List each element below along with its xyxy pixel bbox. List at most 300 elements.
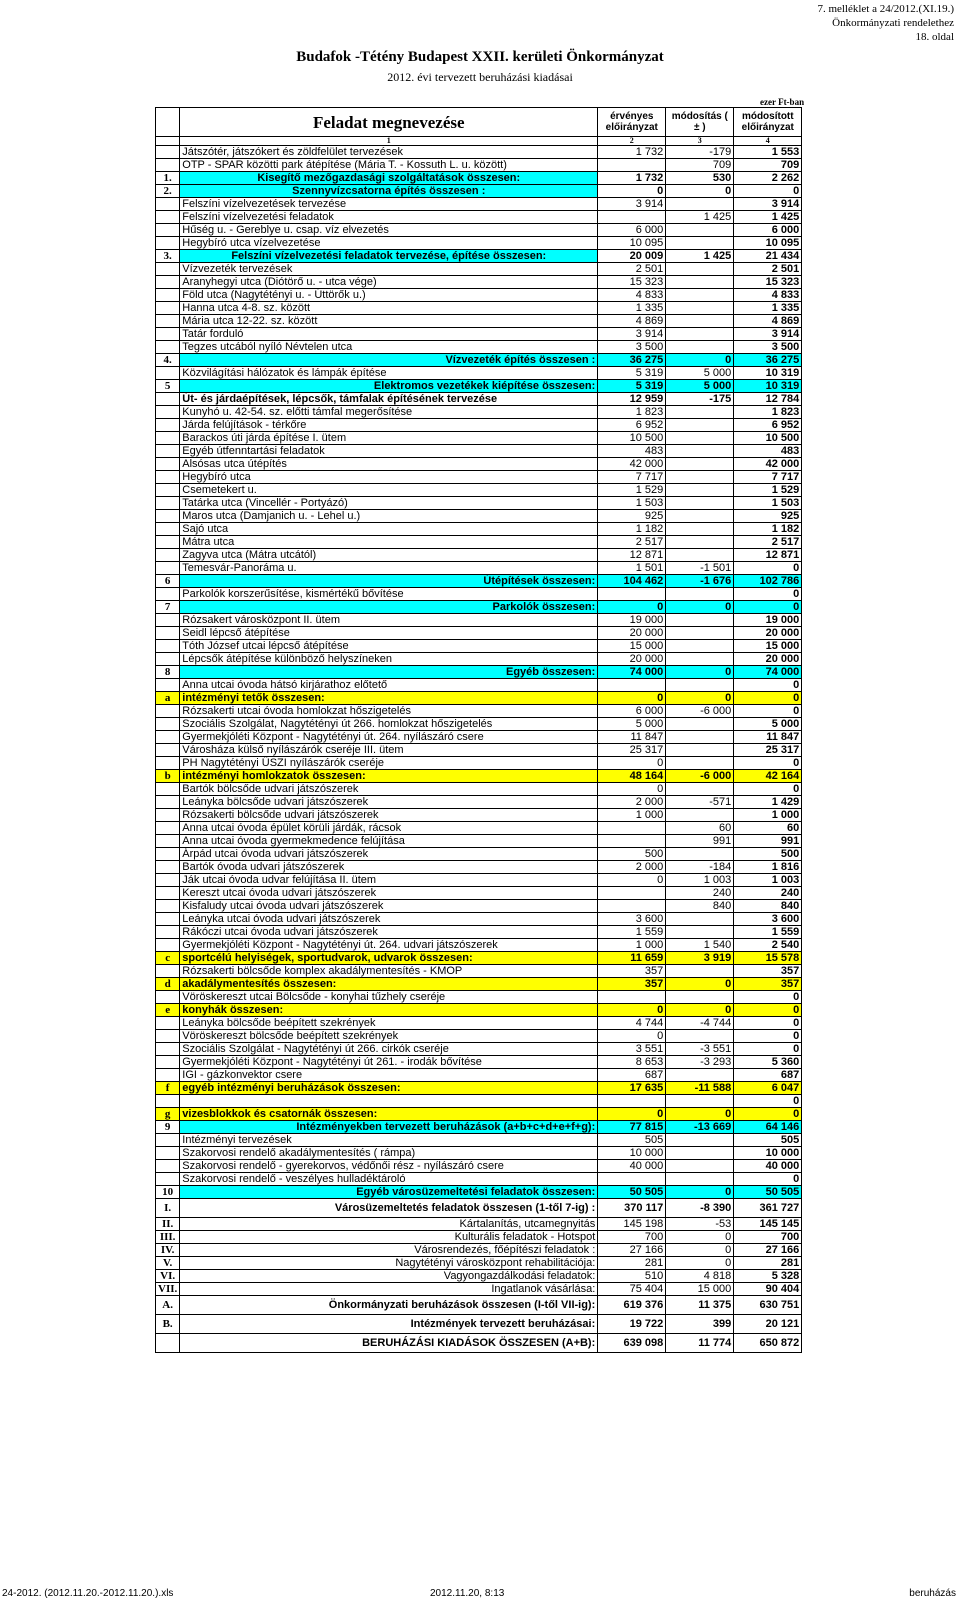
row-modified-amount: 1 000: [734, 809, 802, 822]
table-row: [156, 263, 802, 276]
row-name: vizesblokkok és csatornák összesen:: [180, 1108, 598, 1121]
row-modified-amount: 4 833: [734, 289, 802, 302]
row-index: [156, 367, 180, 380]
row-index: [156, 302, 180, 315]
table-row: [156, 1199, 802, 1218]
row-name: Föld utca (Nagytétényi u. - Úttörők u.): [180, 289, 598, 302]
row-current-amount: 0: [598, 692, 666, 705]
row-current-amount: 1 732: [598, 146, 666, 159]
row-index: f: [156, 1082, 180, 1095]
row-modified-amount: 2 501: [734, 263, 802, 276]
row-change-amount: [666, 731, 734, 744]
row-name: Barackos úti járda építése I. ütem: [180, 432, 598, 445]
row-index: 1.: [156, 172, 180, 185]
row-modified-amount: 3 914: [734, 328, 802, 341]
header-row: [156, 108, 802, 137]
row-change-amount: 240: [666, 887, 734, 900]
table-row: [156, 211, 802, 224]
row-index: a: [156, 692, 180, 705]
row-index: [156, 341, 180, 354]
row-index: 10: [156, 1186, 180, 1199]
table-row: [156, 1186, 802, 1199]
row-index: [156, 731, 180, 744]
row-change-amount: 0: [666, 1257, 734, 1270]
row-name: Rózsakerti utcai óvoda homlokzat hőszigetelés: [180, 705, 598, 718]
row-change-amount: [666, 263, 734, 276]
row-change-amount: [666, 432, 734, 445]
row-current-amount: [598, 1095, 666, 1108]
row-name: Anna utcai óvoda épület körüli járdák, rácsok: [180, 822, 598, 835]
row-index: [156, 887, 180, 900]
row-index: II.: [156, 1218, 180, 1231]
row-index: [156, 497, 180, 510]
row-modified-amount: 42 000: [734, 458, 802, 471]
row-modified-amount: 12 784: [734, 393, 802, 406]
row-change-amount: [666, 1030, 734, 1043]
row-index: 9: [156, 1121, 180, 1134]
row-index: [156, 1030, 180, 1043]
row-modified-amount: 15 000: [734, 640, 802, 653]
table-row: [156, 237, 802, 250]
row-index: [156, 1334, 180, 1353]
row-name: Útépítések összesen:: [180, 575, 598, 588]
row-modified-amount: 0: [734, 692, 802, 705]
row-modified-amount: 10 095: [734, 237, 802, 250]
row-name: Út- és járdaépítések, lépcsők, támfalak építésének tervezése: [180, 393, 598, 406]
row-change-amount: 1 540: [666, 939, 734, 952]
row-modified-amount: 281: [734, 1257, 802, 1270]
row-name: Hűség u. - Gereblye u. csap. víz elvezetés: [180, 224, 598, 237]
row-index: [156, 1043, 180, 1056]
table-row: [156, 770, 802, 783]
row-change-amount: [666, 926, 734, 939]
row-change-amount: 0: [666, 692, 734, 705]
row-modified-amount: 145 145: [734, 1218, 802, 1231]
row-index: [156, 523, 180, 536]
table-row: [156, 185, 802, 198]
row-change-amount: [666, 913, 734, 926]
row-index: III.: [156, 1231, 180, 1244]
row-name: Önkormányzati beruházások összesen (I-től VII-ig):: [180, 1296, 598, 1315]
row-index: [156, 926, 180, 939]
header-cell-name: Feladat megnevezése: [180, 108, 598, 137]
row-change-amount: [666, 640, 734, 653]
table-row: [156, 1017, 802, 1030]
row-change-amount: [666, 419, 734, 432]
row-modified-amount: 1 816: [734, 861, 802, 874]
table-row: [156, 1231, 802, 1244]
row-current-amount: 2 000: [598, 861, 666, 874]
row-name: Egyéb városüzemeltetési feladatok összesen:: [180, 1186, 598, 1199]
row-change-amount: [666, 588, 734, 601]
row-change-amount: [666, 315, 734, 328]
table-row: [156, 1082, 802, 1095]
row-current-amount: 1 559: [598, 926, 666, 939]
table-row: [156, 692, 802, 705]
table-row: [156, 1108, 802, 1121]
row-index: [156, 484, 180, 497]
row-name: Szociális Szolgálat, Nagytétényi út 266. homlokzat hőszigetelés: [180, 718, 598, 731]
row-change-amount: 1 425: [666, 211, 734, 224]
row-index: 7: [156, 601, 180, 614]
row-change-amount: [666, 536, 734, 549]
row-current-amount: 15 000: [598, 640, 666, 653]
row-name: Tóth József utcai lépcső átépítése: [180, 640, 598, 653]
table-row: [156, 445, 802, 458]
row-current-amount: 357: [598, 965, 666, 978]
row-name: Leányka bölcsőde beépített szekrények: [180, 1017, 598, 1030]
row-current-amount: 925: [598, 510, 666, 523]
table-row: [156, 302, 802, 315]
row-change-amount: [666, 614, 734, 627]
row-current-amount: 36 275: [598, 354, 666, 367]
row-index: [156, 614, 180, 627]
row-modified-amount: 630 751: [734, 1296, 802, 1315]
row-index: [156, 1160, 180, 1173]
row-current-amount: 1 823: [598, 406, 666, 419]
row-current-amount: 0: [598, 1004, 666, 1017]
row-modified-amount: 5 360: [734, 1056, 802, 1069]
row-index: [156, 653, 180, 666]
row-change-amount: [666, 627, 734, 640]
row-modified-amount: 21 434: [734, 250, 802, 263]
row-change-amount: [666, 991, 734, 1004]
table-row: [156, 900, 802, 913]
row-change-amount: 0: [666, 185, 734, 198]
row-current-amount: 0: [598, 1108, 666, 1121]
reference-line: 7. melléklet a 24/2012.(XI.19.): [817, 3, 954, 15]
row-change-amount: [666, 1095, 734, 1108]
row-index: 6: [156, 575, 180, 588]
row-name: Leányka utcai óvoda udvari játszószerek: [180, 913, 598, 926]
table-row: [156, 991, 802, 1004]
row-modified-amount: 64 146: [734, 1121, 802, 1134]
row-index: [156, 406, 180, 419]
row-index: [156, 536, 180, 549]
row-change-amount: [666, 848, 734, 861]
row-current-amount: 40 000: [598, 1160, 666, 1173]
row-change-amount: -3 551: [666, 1043, 734, 1056]
row-current-amount: 5 319: [598, 380, 666, 393]
row-index: [156, 237, 180, 250]
row-name: Maros utca (Damjanich u. - Lehel u.): [180, 510, 598, 523]
row-modified-amount: 709: [734, 159, 802, 172]
row-current-amount: 2 000: [598, 796, 666, 809]
row-modified-amount: 0: [734, 705, 802, 718]
row-change-amount: -179: [666, 146, 734, 159]
row-current-amount: 145 198: [598, 1218, 666, 1231]
row-change-amount: [666, 497, 734, 510]
row-change-amount: [666, 549, 734, 562]
row-name: Bartók óvoda udvari játszószerek: [180, 861, 598, 874]
row-name: [180, 1095, 598, 1108]
row-modified-amount: 102 786: [734, 575, 802, 588]
row-name: Egyéb összesen:: [180, 666, 598, 679]
row-index: [156, 939, 180, 952]
row-modified-amount: 20 000: [734, 627, 802, 640]
row-index: [156, 1134, 180, 1147]
table-row: [156, 1160, 802, 1173]
table-row: [156, 1004, 802, 1017]
row-current-amount: 510: [598, 1270, 666, 1283]
table-row: [156, 965, 802, 978]
table-row: [156, 978, 802, 991]
row-modified-amount: 240: [734, 887, 802, 900]
row-current-amount: 25 317: [598, 744, 666, 757]
table-row: [156, 653, 802, 666]
row-current-amount: 12 871: [598, 549, 666, 562]
row-name: Hegybíró utca vízelvezetése: [180, 237, 598, 250]
row-index: [156, 445, 180, 458]
row-name: Felszíni vízelvezetési feladatok tervezése, építése összesen:: [180, 250, 598, 263]
row-change-amount: 709: [666, 159, 734, 172]
row-current-amount: [598, 211, 666, 224]
row-name: Szakorvosi rendelő akadálymentesítés ( rámpa): [180, 1147, 598, 1160]
table-row: [156, 666, 802, 679]
row-current-amount: 27 166: [598, 1244, 666, 1257]
row-change-amount: -1 501: [666, 562, 734, 575]
row-name: Parkolók korszerűsítése, kismértékű bővítése: [180, 588, 598, 601]
row-name: Intézményi tervezések: [180, 1134, 598, 1147]
row-modified-amount: 42 164: [734, 770, 802, 783]
row-change-amount: [666, 445, 734, 458]
row-modified-amount: 50 505: [734, 1186, 802, 1199]
row-index: [156, 458, 180, 471]
row-name: Vízvezeték építés összesen :: [180, 354, 598, 367]
row-modified-amount: 361 727: [734, 1199, 802, 1218]
row-index: VII.: [156, 1283, 180, 1296]
row-change-amount: 0: [666, 1004, 734, 1017]
row-modified-amount: 20 121: [734, 1315, 802, 1334]
column-number: 1: [180, 137, 598, 146]
row-change-amount: [666, 1160, 734, 1173]
row-change-amount: [666, 471, 734, 484]
row-modified-amount: 1 429: [734, 796, 802, 809]
row-current-amount: 19 722: [598, 1315, 666, 1334]
row-index: I.: [156, 1199, 180, 1218]
row-name: Kereszt utcai óvoda udvari játszószerek: [180, 887, 598, 900]
row-current-amount: 10 000: [598, 1147, 666, 1160]
row-current-amount: 1 501: [598, 562, 666, 575]
row-index: V.: [156, 1257, 180, 1270]
row-name: Leányka bölcsőde udvari játszószerek: [180, 796, 598, 809]
row-modified-amount: 1 553: [734, 146, 802, 159]
row-name: Közvilágítási hálózatok és lámpák építése: [180, 367, 598, 380]
row-current-amount: 17 635: [598, 1082, 666, 1095]
row-name: Rózsakert városközpont II. ütem: [180, 614, 598, 627]
row-modified-amount: 0: [734, 1095, 802, 1108]
table-row: [156, 731, 802, 744]
row-current-amount: 19 000: [598, 614, 666, 627]
row-index: [156, 263, 180, 276]
row-change-amount: [666, 289, 734, 302]
row-modified-amount: 0: [734, 1043, 802, 1056]
row-name: Zagyva utca (Mátra utcától): [180, 549, 598, 562]
row-change-amount: [666, 302, 734, 315]
row-name: Mária utca 12-22. sz. között: [180, 315, 598, 328]
row-index: b: [156, 770, 180, 783]
row-modified-amount: 1 559: [734, 926, 802, 939]
row-index: [156, 198, 180, 211]
row-name: Sajó utca: [180, 523, 598, 536]
row-change-amount: 0: [666, 1244, 734, 1257]
row-change-amount: 1 003: [666, 874, 734, 887]
row-modified-amount: 1 182: [734, 523, 802, 536]
row-index: [156, 224, 180, 237]
column-number: 4: [734, 137, 802, 146]
row-modified-amount: 6 000: [734, 224, 802, 237]
row-modified-amount: 7 717: [734, 471, 802, 484]
row-name: intézményi tetők összesen:: [180, 692, 598, 705]
row-name: Vöröskereszt bölcsőde beépített szekrények: [180, 1030, 598, 1043]
row-current-amount: 639 098: [598, 1334, 666, 1353]
row-name: Kunyhó u. 42-54. sz. előtti támfal megerősítése: [180, 406, 598, 419]
row-change-amount: 0: [666, 1186, 734, 1199]
table-row: [156, 341, 802, 354]
row-current-amount: 1 000: [598, 939, 666, 952]
row-name: OTP - SPAR közötti park átépítése (Mária T. - Kossuth L. u. között): [180, 159, 598, 172]
table-row: [156, 1134, 802, 1147]
header-cell-current: érvényes előirányzat: [598, 108, 666, 137]
row-name: Anna utcai óvoda gyermekmedence felújítása: [180, 835, 598, 848]
row-current-amount: 3 914: [598, 328, 666, 341]
page-subtitle: 2012. évi tervezett beruházási kiadásai: [387, 70, 573, 84]
row-current-amount: 2 501: [598, 263, 666, 276]
row-name: PH Nagytétényi ÜSZI nyílászárók cseréje: [180, 757, 598, 770]
row-modified-amount: 1 003: [734, 874, 802, 887]
row-change-amount: -53: [666, 1218, 734, 1231]
table-row: [156, 1244, 802, 1257]
reference-line: Önkormányzati rendelethez: [832, 17, 954, 29]
row-current-amount: 0: [598, 601, 666, 614]
table-row: [156, 250, 802, 263]
row-current-amount: 15 323: [598, 276, 666, 289]
row-change-amount: -184: [666, 861, 734, 874]
row-index: [156, 1017, 180, 1030]
row-modified-amount: 1 503: [734, 497, 802, 510]
row-name: Ják utcai óvoda udvar felújítása II. ütem: [180, 874, 598, 887]
table-row: [156, 926, 802, 939]
row-current-amount: 75 404: [598, 1283, 666, 1296]
row-current-amount: 505: [598, 1134, 666, 1147]
row-index: [156, 822, 180, 835]
row-index: [156, 848, 180, 861]
row-modified-amount: 357: [734, 978, 802, 991]
row-name: Ingatlanok vásárlása:: [180, 1283, 598, 1296]
row-current-amount: 1 529: [598, 484, 666, 497]
table-row: [156, 744, 802, 757]
row-index: [156, 159, 180, 172]
row-name: Mátra utca: [180, 536, 598, 549]
table-row: [156, 1095, 802, 1108]
row-modified-amount: 1 425: [734, 211, 802, 224]
row-name: Tatár forduló: [180, 328, 598, 341]
row-name: IGI - gázkonvektor csere: [180, 1069, 598, 1082]
row-current-amount: 370 117: [598, 1199, 666, 1218]
row-name: akadálymentesítés összesen:: [180, 978, 598, 991]
row-change-amount: -3 293: [666, 1056, 734, 1069]
row-modified-amount: 10 500: [734, 432, 802, 445]
row-change-amount: -571: [666, 796, 734, 809]
row-change-amount: 991: [666, 835, 734, 848]
row-name: Gyermekjóléti Központ - Nagytétényi út. 264. nyílászáró csere: [180, 731, 598, 744]
row-modified-amount: 505: [734, 1134, 802, 1147]
row-modified-amount: 700: [734, 1231, 802, 1244]
row-change-amount: [666, 328, 734, 341]
row-index: [156, 211, 180, 224]
row-current-amount: 104 462: [598, 575, 666, 588]
row-index: [156, 1147, 180, 1160]
row-modified-amount: 36 275: [734, 354, 802, 367]
row-index: B.: [156, 1315, 180, 1334]
table-row: [156, 1121, 802, 1134]
row-name: Városüzemeltetés feladatok összesen (1-től 7-ig) :: [180, 1199, 598, 1218]
row-modified-amount: 6 952: [734, 419, 802, 432]
table-row: [156, 939, 802, 952]
row-name: Anna utcai óvoda hátsó kirjárathoz előtető: [180, 679, 598, 692]
column-number: 3: [666, 137, 734, 146]
row-change-amount: [666, 653, 734, 666]
row-modified-amount: 0: [734, 1030, 802, 1043]
column-number-blank: [156, 137, 180, 146]
row-index: [156, 562, 180, 575]
row-index: A.: [156, 1296, 180, 1315]
row-modified-amount: 0: [734, 757, 802, 770]
row-name: Vízvezeték tervezések: [180, 263, 598, 276]
row-name: Kártalanítás, utcamegnyitás: [180, 1218, 598, 1231]
page-number: 18. oldal: [915, 31, 954, 43]
row-current-amount: 357: [598, 978, 666, 991]
row-change-amount: [666, 757, 734, 770]
table-row: [156, 1334, 802, 1353]
row-current-amount: 1 000: [598, 809, 666, 822]
row-change-amount: -11 588: [666, 1082, 734, 1095]
table-row: [156, 1069, 802, 1082]
row-modified-amount: 1 823: [734, 406, 802, 419]
row-index: [156, 861, 180, 874]
row-index: c: [156, 952, 180, 965]
row-change-amount: [666, 679, 734, 692]
table-row: [156, 1218, 802, 1231]
row-current-amount: 6 952: [598, 419, 666, 432]
row-index: [156, 510, 180, 523]
row-change-amount: 5 000: [666, 380, 734, 393]
row-change-amount: [666, 965, 734, 978]
table-row: [156, 640, 802, 653]
row-current-amount: 4 744: [598, 1017, 666, 1030]
row-name: Csemetekert u.: [180, 484, 598, 497]
row-modified-amount: 90 404: [734, 1283, 802, 1296]
row-current-amount: [598, 822, 666, 835]
row-modified-amount: 3 500: [734, 341, 802, 354]
row-index: [156, 393, 180, 406]
row-change-amount: 840: [666, 900, 734, 913]
row-index: [156, 1173, 180, 1186]
row-modified-amount: 6 047: [734, 1082, 802, 1095]
header-cell-index: [156, 108, 180, 137]
row-modified-amount: 40 000: [734, 1160, 802, 1173]
table-row: [156, 588, 802, 601]
table-row: [156, 614, 802, 627]
row-change-amount: 1 425: [666, 250, 734, 263]
row-current-amount: 4 869: [598, 315, 666, 328]
row-index: 5: [156, 380, 180, 393]
row-name: Hegybíró utca: [180, 471, 598, 484]
row-name: Kulturális feladatok - Hotspot: [180, 1231, 598, 1244]
row-name: Lépcsők átépítése különböző helyszíneken: [180, 653, 598, 666]
row-index: [156, 315, 180, 328]
row-current-amount: 3 600: [598, 913, 666, 926]
